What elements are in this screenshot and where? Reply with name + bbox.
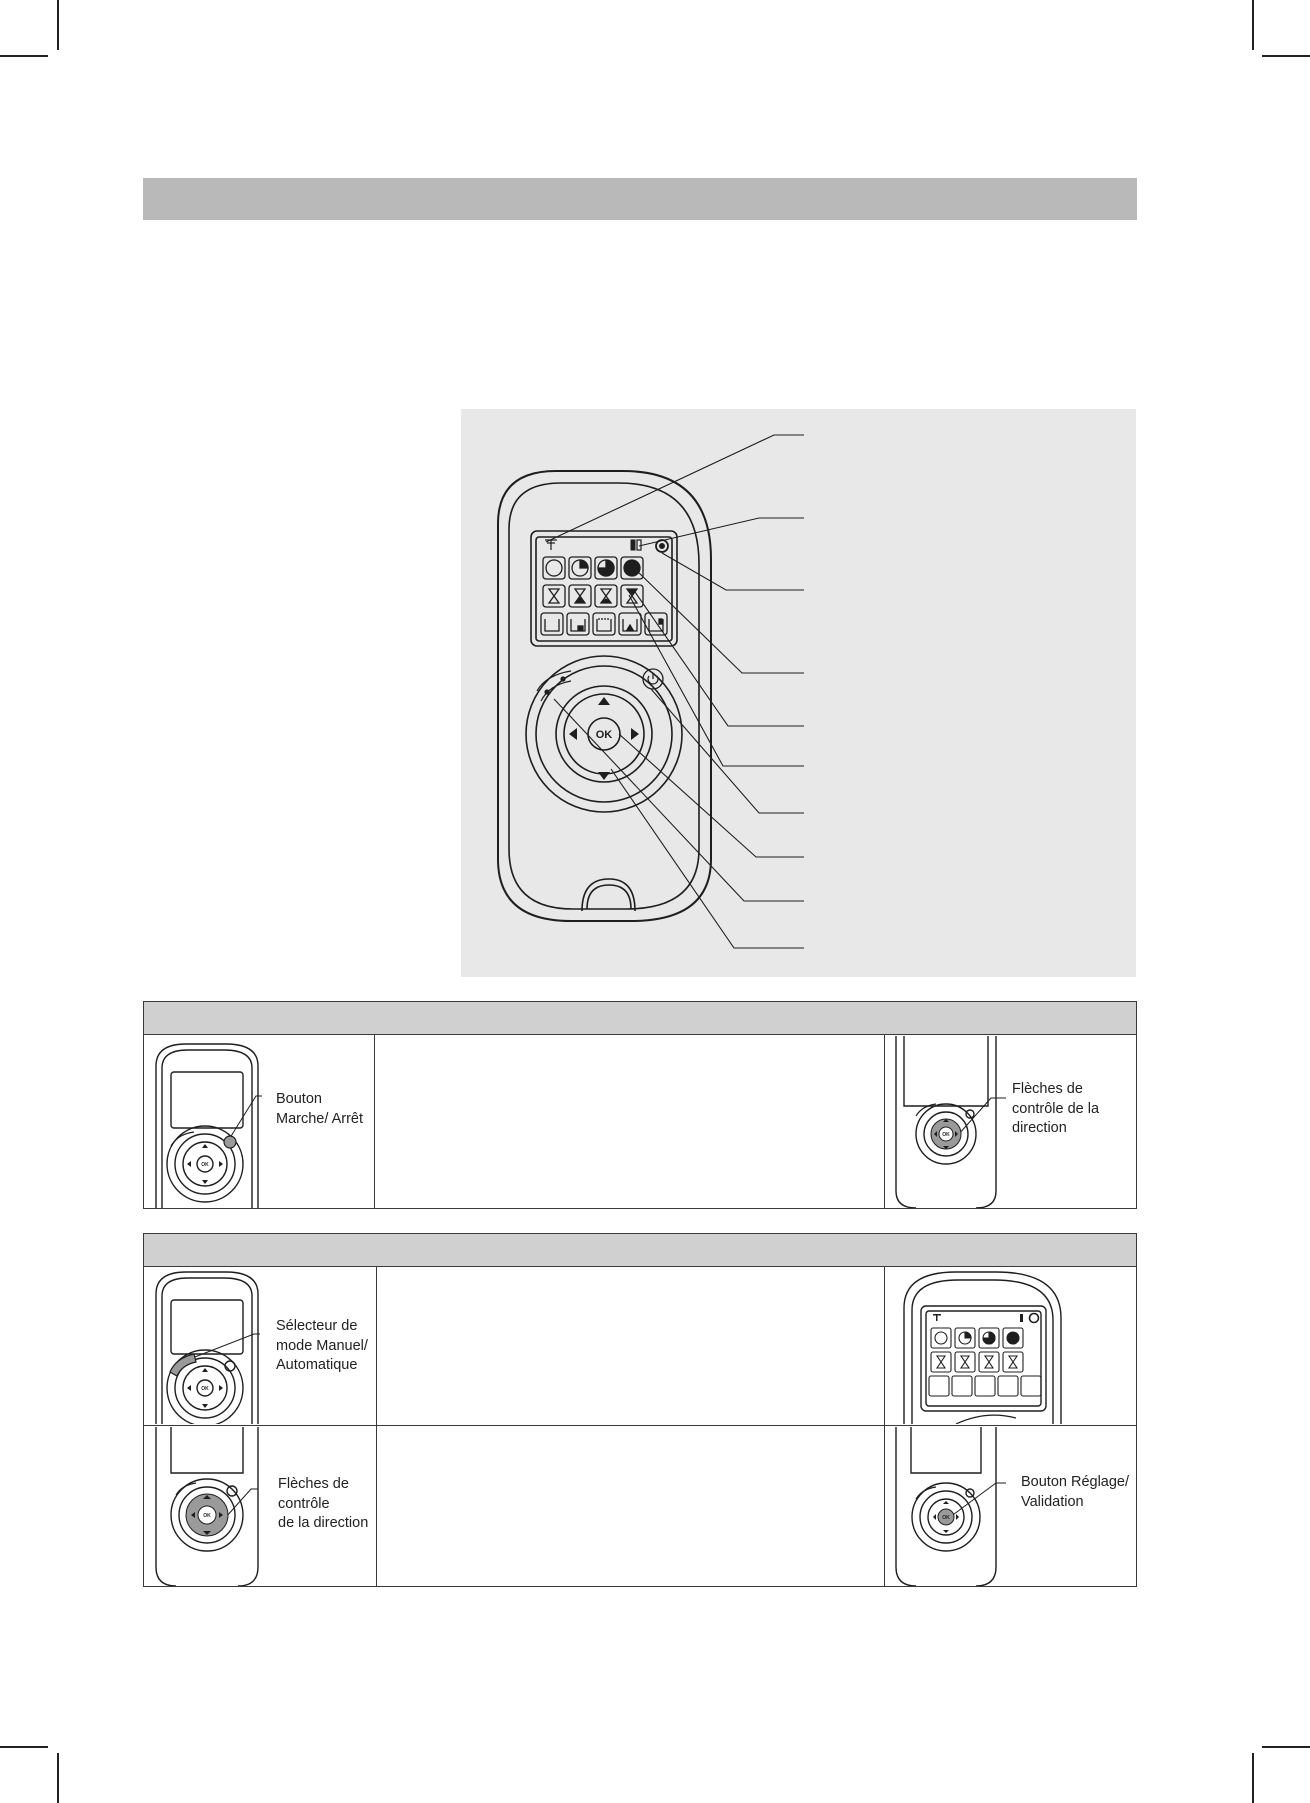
section-mode	[143, 1233, 1137, 1587]
arrow-left-icon	[569, 728, 577, 740]
arrow-up-icon	[598, 697, 610, 705]
power-button-highlight	[224, 1136, 236, 1148]
pool-floor-icon	[545, 619, 559, 631]
settings-icon	[656, 540, 668, 552]
crop-mark	[1252, 1753, 1254, 1803]
section-heading	[144, 1002, 1136, 1035]
screen-icons	[541, 557, 667, 635]
svg-text:OK: OK	[942, 1515, 950, 1521]
clock-full-icon	[624, 560, 640, 576]
callout-leaders	[546, 435, 804, 948]
row-divider	[144, 1425, 1136, 1426]
arrow-right-icon	[631, 728, 639, 740]
pool-wall-icon	[597, 619, 611, 631]
remote-body-outline	[498, 471, 711, 921]
svg-text:OK: OK	[201, 1386, 209, 1392]
callout-mode-selector: Sélecteur de mode Manuel/ Automatique	[276, 1318, 368, 1373]
svg-text:OK: OK	[942, 1132, 950, 1138]
callout-direction-arrows: Flèches de contrôle de la direction	[1012, 1081, 1100, 1136]
section-onoff	[143, 1001, 1137, 1209]
hourglass-icon	[549, 589, 559, 603]
crop-mark	[57, 0, 59, 50]
svg-text:OK: OK	[201, 1162, 209, 1168]
remote-control-diagram	[461, 409, 1136, 977]
mode-selector-highlight	[170, 1354, 196, 1376]
callout-direction-arrows-2: Flèches de contrôle de la direction	[278, 1476, 369, 1531]
header-bar	[143, 178, 1137, 220]
section-heading	[144, 1234, 1136, 1267]
column-divider	[376, 1267, 377, 1586]
clock-empty-icon	[546, 560, 562, 576]
remote-thumbnail-screen	[886, 1268, 1136, 1424]
crop-mark	[0, 55, 48, 57]
column-divider	[374, 1035, 375, 1208]
ok-button[interactable]: OK	[595, 729, 613, 741]
crop-mark	[0, 1746, 48, 1748]
callout-onoff-button: Bouton Marche/ Arrêt	[276, 1091, 364, 1127]
crop-mark	[1262, 55, 1310, 57]
remote-body-inner	[509, 483, 699, 909]
column-divider	[884, 1035, 885, 1208]
column-divider	[884, 1267, 885, 1586]
arrow-down-icon	[598, 772, 610, 780]
crop-mark	[1252, 0, 1254, 50]
callout-ok-button: Bouton Réglage/ Validation	[1021, 1474, 1130, 1510]
svg-text:OK: OK	[203, 1513, 211, 1519]
crop-mark	[1262, 1746, 1310, 1748]
remote-diagram-panel	[461, 409, 1136, 977]
battery-icon	[631, 540, 641, 550]
crop-mark	[57, 1753, 59, 1803]
